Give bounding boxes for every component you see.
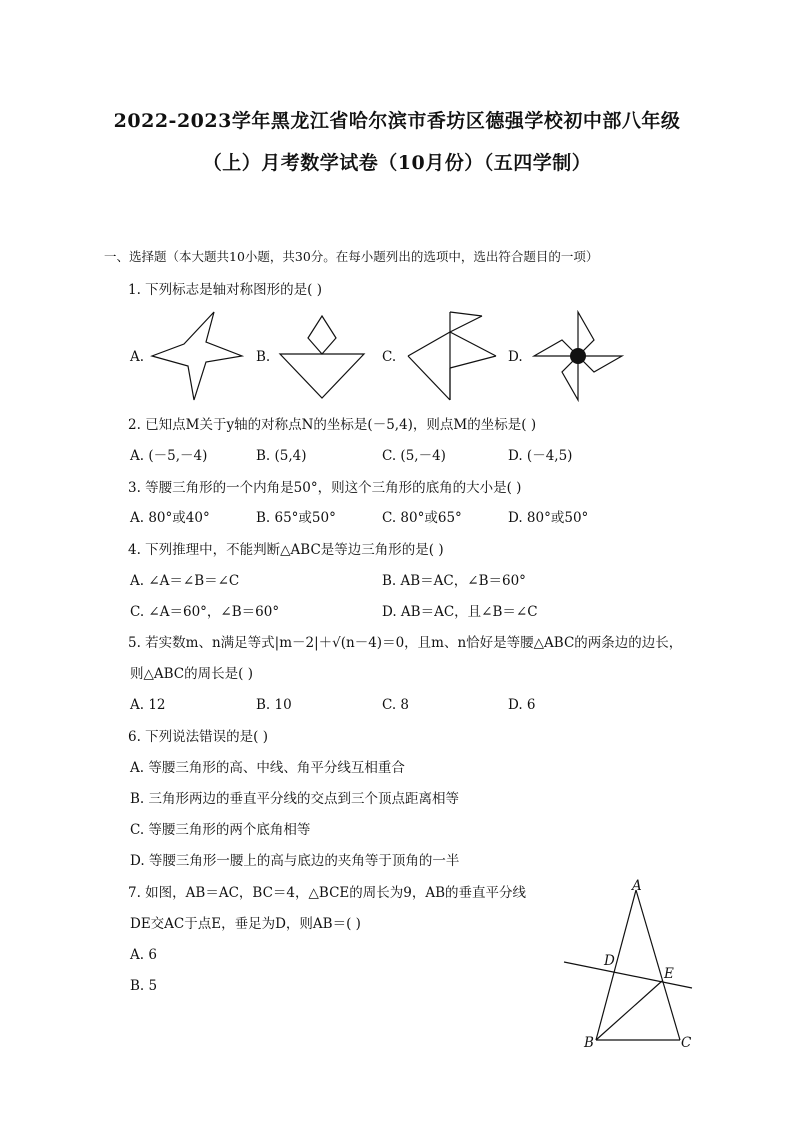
q7-option-a: A. 6 — [130, 947, 157, 963]
question-4-stem: 4. 下列推理中，不能判断△ABC是等边三角形的是( ) — [128, 542, 444, 558]
q6-option-b: B. 三角形两边的垂直平分线的交点到三个顶点距离相等 — [130, 791, 460, 807]
q7-point-e-label: E — [664, 966, 674, 982]
exam-title-line2: （上）月考数学试卷（10月份）（五四学制） — [202, 152, 592, 174]
exam-title-line1: 2022-2023学年黑龙江省哈尔滨市香坊区德强学校初中部八年级 — [113, 110, 681, 132]
q7-point-d-label: D — [604, 953, 615, 969]
q1-option-c-label: C. — [382, 349, 397, 365]
q1-option-a-label: A. — [130, 349, 145, 365]
q5-option-a: A. 12 — [130, 697, 166, 713]
q6-option-a: A. 等腰三角形的高、中线、角平分线互相重合 — [130, 760, 405, 776]
q6-option-d: D. 等腰三角形一腰上的高与底边的夹角等于顶角的一半 — [130, 853, 460, 869]
section-heading: 一、选择题（本大题共10小题，共30分。在每小题列出的选项中，选出符合题目的一项） — [104, 249, 599, 264]
question-3-stem: 3. 等腰三角形的一个内角是50°，则这个三角形的底角的大小是( ) — [128, 480, 522, 496]
q1-figure-c-geometric-shape — [404, 310, 500, 402]
q7-point-b-label: B — [584, 1035, 594, 1051]
q2-option-a: A. (－5,－4) — [130, 448, 208, 464]
question-5-stem-line2: 则△ABC的周长是( ) — [130, 666, 253, 682]
q3-option-d: D. 80°或50° — [508, 510, 589, 526]
question-1-stem: 1. 下列标志是轴对称图形的是( ) — [128, 282, 322, 298]
question-6-stem: 6. 下列说法错误的是( ) — [128, 729, 268, 745]
q7-point-c-label: C — [681, 1035, 692, 1051]
q4-option-d: D. AB＝AC，且∠B＝∠C — [382, 604, 538, 620]
q2-option-d: D. (－4,5) — [508, 448, 573, 464]
question-7-stem-line1: 7. 如图，AB＝AC，BC＝4，△BCE的周长为9，AB的垂直平分线 — [128, 885, 527, 901]
q7-point-a-label: A — [632, 878, 642, 894]
q1-figure-b-kite-triangle — [278, 314, 366, 400]
q3-option-c: C. 80°或65° — [382, 510, 462, 526]
q5-option-c: C. 8 — [382, 697, 410, 713]
q1-option-b-label: B. — [256, 349, 271, 365]
question-5-stem-line1: 5. 若实数m、n满足等式|m－2|＋√(n－4)＝0，且m、n恰好是等腰△ABC的两条边的边长， — [128, 635, 683, 651]
q3-option-a: A. 80°或40° — [130, 510, 210, 526]
q4-option-b: B. AB＝AC，∠B＝60° — [382, 573, 526, 589]
q7-triangle-figure — [556, 876, 702, 1056]
q5-option-b: B. 10 — [256, 697, 292, 713]
q4-option-c: C. ∠A＝60°，∠B＝60° — [130, 604, 280, 620]
question-2-stem: 2. 已知点M关于y轴的对称点N的坐标是(－5,4)，则点M的坐标是( ) — [128, 417, 537, 433]
q1-figure-a-pinwheel-star — [148, 310, 244, 402]
q3-option-b: B. 65°或50° — [256, 510, 336, 526]
question-7-stem-line2: DE交AC于点E，垂足为D，则AB＝( ) — [130, 916, 361, 932]
q4-option-a: A. ∠A＝∠B＝∠C — [130, 573, 240, 589]
q7-option-b: B. 5 — [130, 978, 158, 994]
q6-option-c: C. 等腰三角形的两个底角相等 — [130, 822, 311, 838]
q5-option-d: D. 6 — [508, 697, 536, 713]
q2-option-c: C. (5,－4) — [382, 448, 446, 464]
q2-option-b: B. (5,4) — [256, 448, 307, 464]
q1-figure-d-windmill — [532, 310, 624, 402]
q1-option-d-label: D. — [508, 349, 523, 365]
